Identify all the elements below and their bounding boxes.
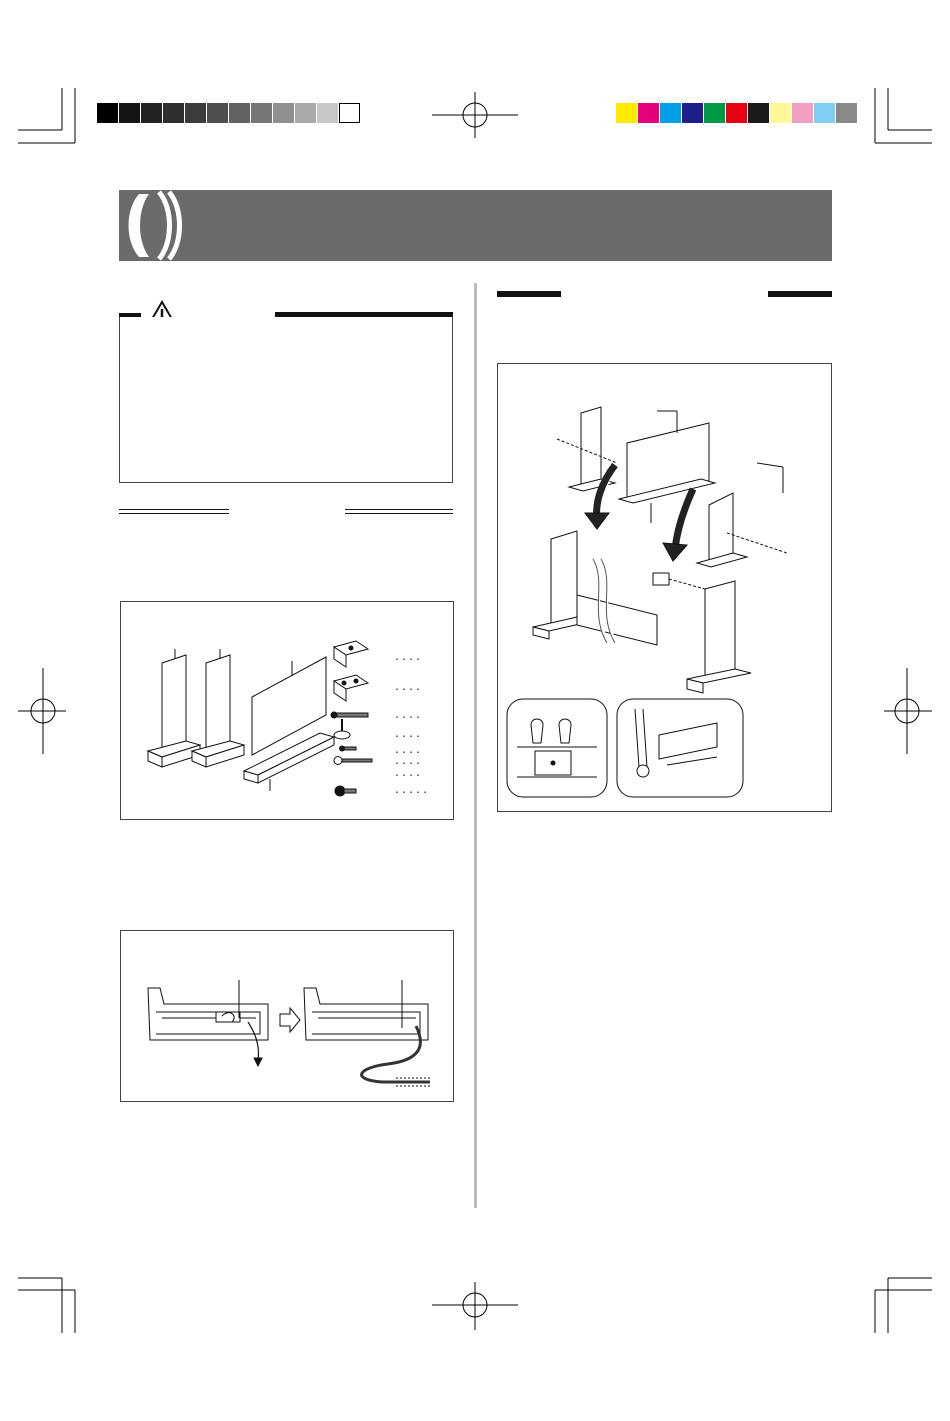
color-swatch xyxy=(704,103,725,123)
gray-swatch xyxy=(339,103,360,123)
parts-leader-2: .... xyxy=(394,682,423,693)
color-swatch xyxy=(770,103,791,123)
parts-heading-rule-left xyxy=(119,509,229,514)
color-swatch xyxy=(792,103,813,123)
gray-swatch xyxy=(273,103,294,123)
assembly-heading-bar-left xyxy=(497,291,561,297)
parts-leader-7: .... xyxy=(394,768,423,779)
parts-leader-3: .... xyxy=(394,710,423,721)
gray-swatch xyxy=(141,103,162,123)
caution-box xyxy=(119,317,453,483)
parts-leader-5: .... xyxy=(394,745,423,756)
gray-swatch xyxy=(185,103,206,123)
gray-swatch xyxy=(119,103,140,123)
gray-swatch xyxy=(207,103,228,123)
parts-leader-4: .... xyxy=(394,729,423,740)
color-swatch xyxy=(638,103,659,123)
gray-swatch xyxy=(97,103,118,123)
color-swatch xyxy=(836,103,857,123)
assembly-heading-bar-right xyxy=(768,291,832,297)
parts-heading-rule-right xyxy=(345,509,453,514)
gray-swatch xyxy=(229,103,250,123)
parts-leader-8: ..... xyxy=(394,785,430,796)
section-header-band xyxy=(119,190,832,261)
color-swatch xyxy=(814,103,835,123)
assembly-illustration xyxy=(497,363,832,812)
column-divider xyxy=(474,283,477,1208)
color-swatch xyxy=(616,103,637,123)
color-swatch xyxy=(660,103,681,123)
pedal-cord-illustration xyxy=(120,930,454,1102)
gray-swatch xyxy=(163,103,184,123)
gray-swatch xyxy=(317,103,338,123)
gray-swatch xyxy=(251,103,272,123)
header-bracket-ornament xyxy=(119,190,199,261)
color-swatch xyxy=(748,103,769,123)
color-swatch xyxy=(726,103,747,123)
parts-leader-6: .... xyxy=(394,756,423,767)
gray-swatch xyxy=(295,103,316,123)
parts-leader-1: .... xyxy=(394,652,423,663)
color-swatch xyxy=(682,103,703,123)
